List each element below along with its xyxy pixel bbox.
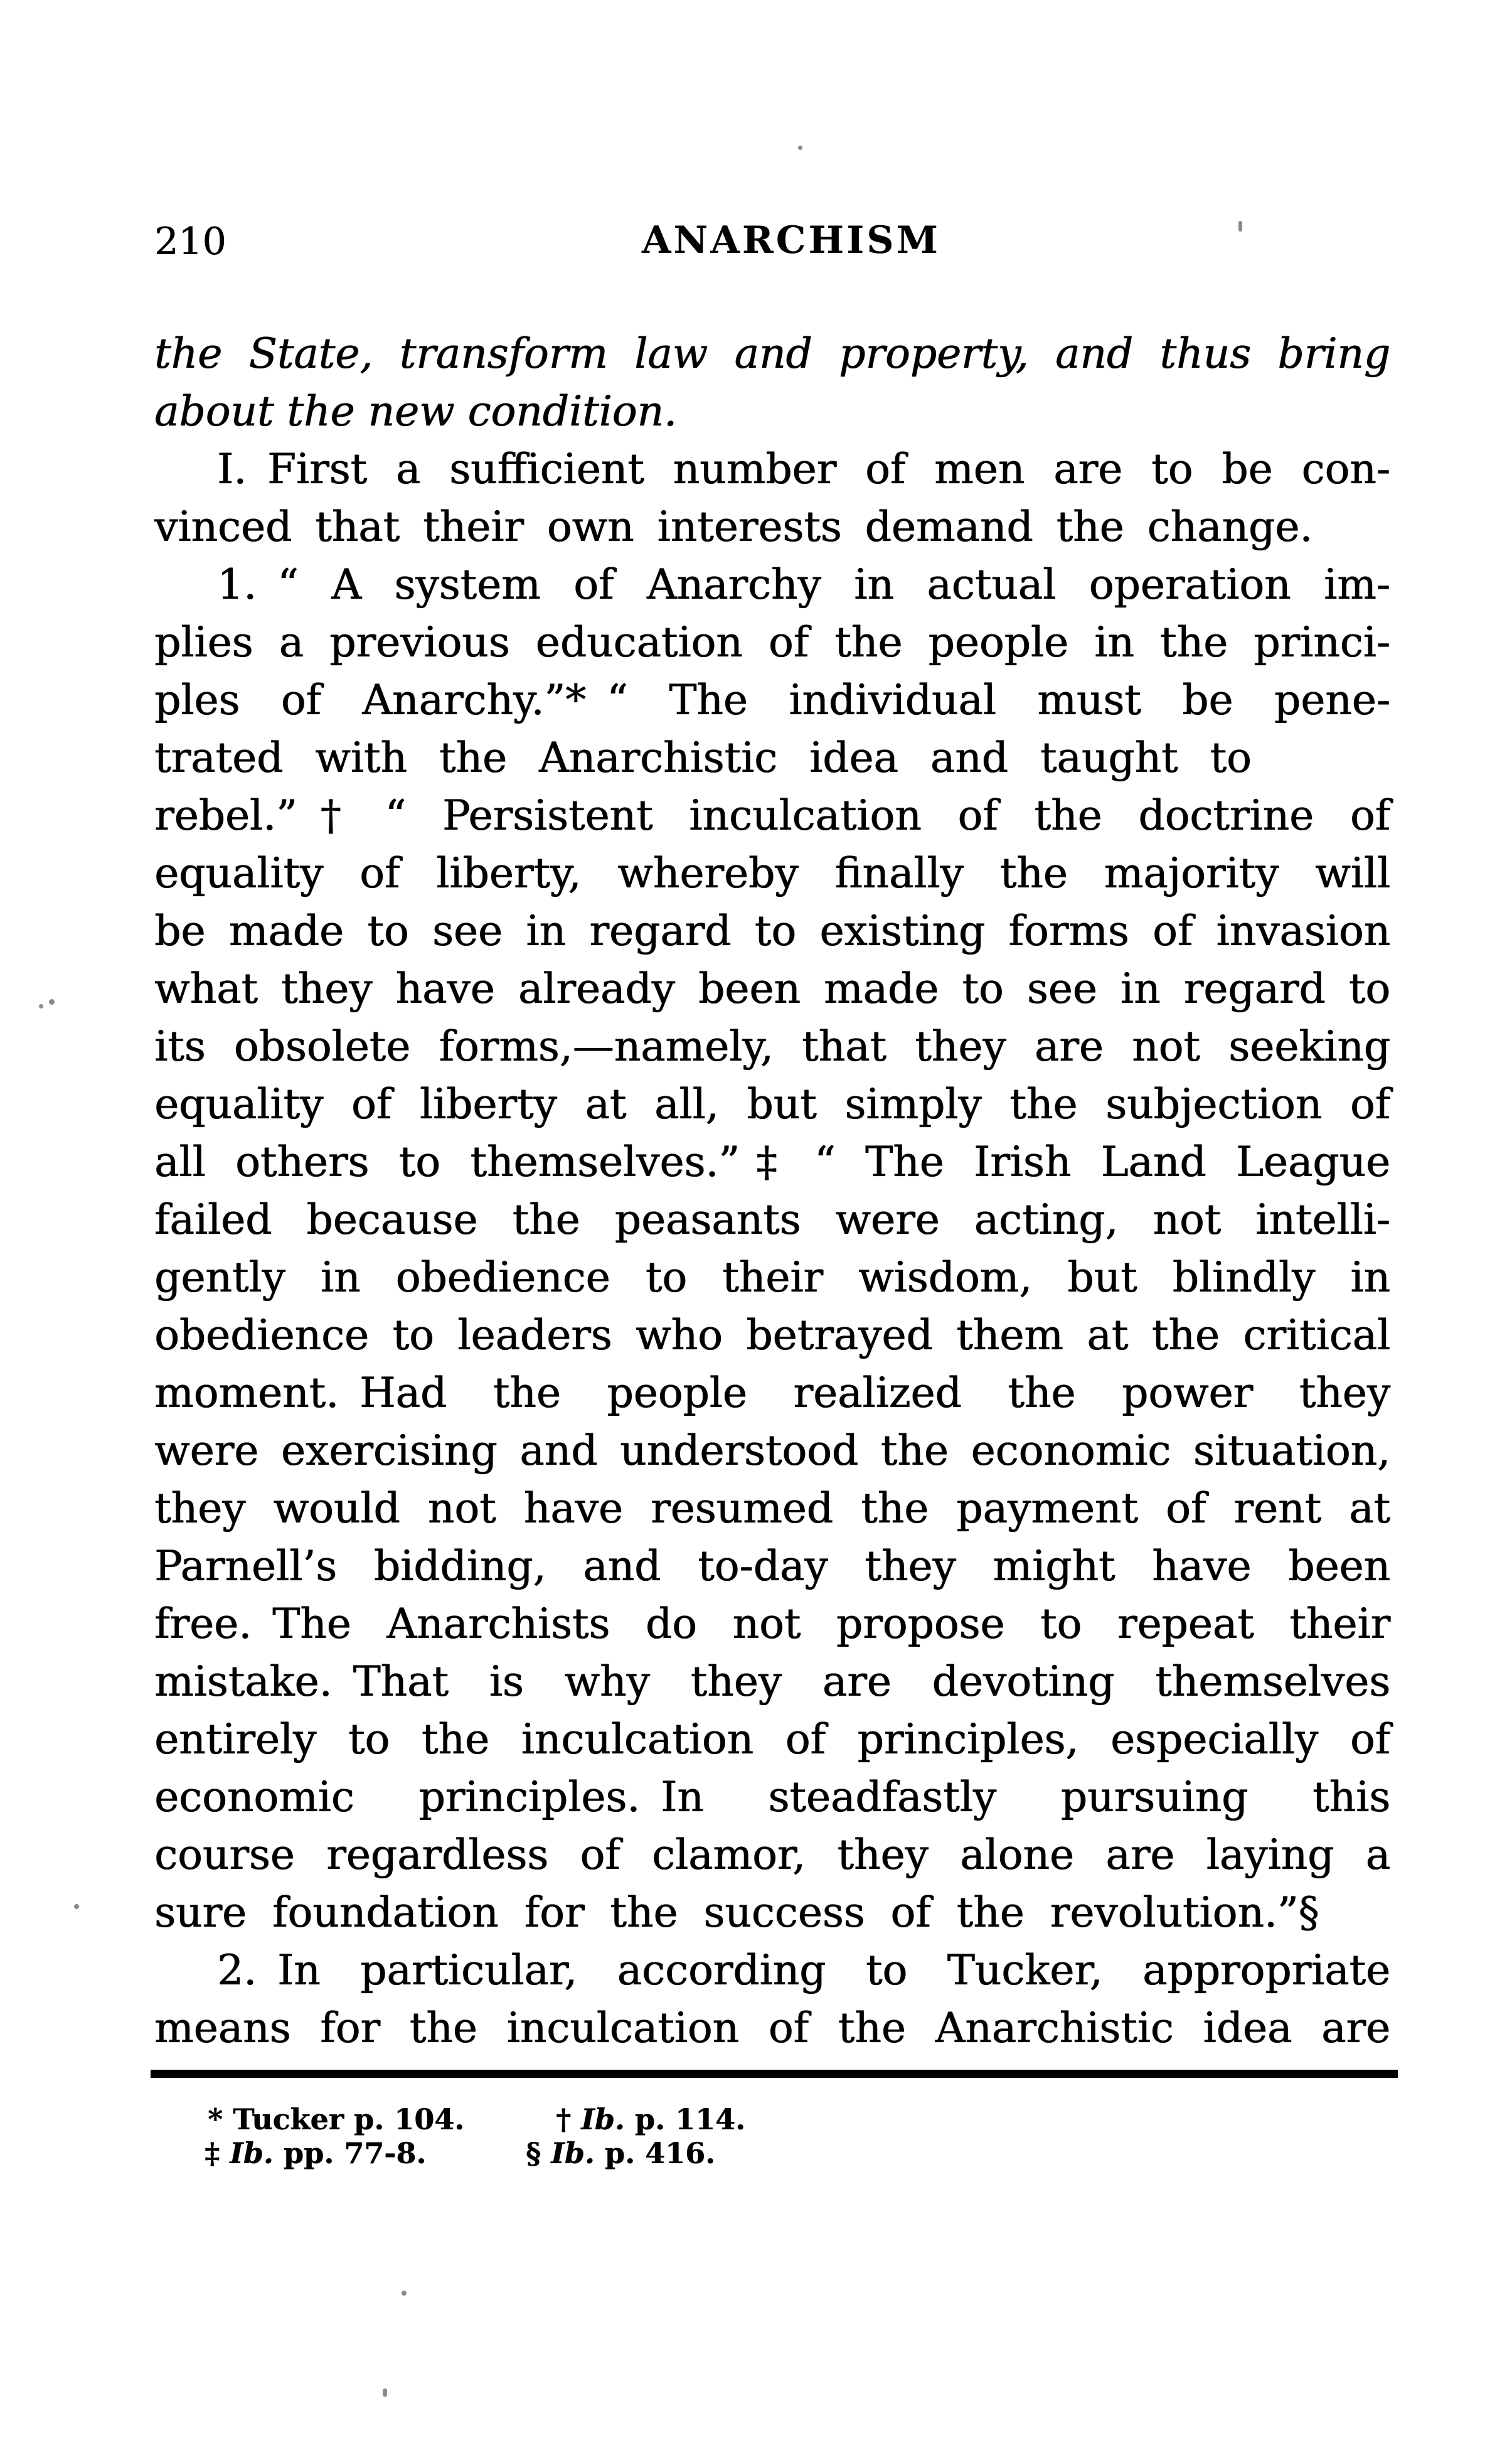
- footnote-ib-77-8: [205, 2136, 426, 2170]
- text-line: means for the inculcation of the Anarchistic idea are: [154, 2004, 1390, 2052]
- footnote-text: p. 114.: [624, 2102, 746, 2136]
- text-line: economic principles. In steadfastly pursuing this: [154, 1773, 1390, 1821]
- text-line: what they have already been made to see in regard to: [154, 965, 1390, 1013]
- text-line: failed because the peasants were acting, not intelli-: [154, 1196, 1390, 1244]
- text-line: trated with the Anarchistic idea and taught to: [154, 734, 1252, 782]
- footnote-text: pp. 77-8.: [273, 2136, 427, 2170]
- text-line: entirely to the inculcation of principles, especially of: [154, 1715, 1390, 1763]
- text-line: obedience to leaders who betrayed them at the critical: [154, 1311, 1390, 1359]
- text-line: rebel.”† “ Persistent inculcation of the doctrine of: [154, 791, 1390, 840]
- text-line: were exercising and understood the economic situation,: [154, 1426, 1390, 1475]
- text-line: Parnell’s bidding, and to-day they might have been: [154, 1542, 1390, 1590]
- text-line: equality of liberty, whereby finally the majority will: [154, 849, 1390, 897]
- text-line: be made to see in regard to existing forms of invasion: [154, 907, 1390, 955]
- footnote-ib-416: [526, 2136, 715, 2170]
- footnote-marker-asterisk: *: [208, 2102, 223, 2136]
- footnote-ref: Ib.: [230, 2136, 274, 2170]
- text-line: moment. Had the people realized the power they: [154, 1369, 1390, 1417]
- text-line: about the new condition.: [154, 387, 677, 436]
- text-line: 1. “ A system of Anarchy in actual operation im-: [217, 560, 1390, 609]
- text-line: plies a previous education of the people in the princi-: [154, 618, 1390, 666]
- text-line: sure foundation for the success of the revolution.”§: [154, 1888, 1319, 1937]
- footnote-marker-double-dagger: ‡: [205, 2136, 220, 2170]
- page-body-text: [154, 325, 1390, 2057]
- scan-speck: [49, 999, 55, 1005]
- text-line: vinced that their own interests demand the change.: [154, 503, 1313, 551]
- page-number: 210: [154, 220, 226, 264]
- footnote-ref: Ib.: [581, 2102, 625, 2136]
- scan-speck: [383, 2389, 387, 2397]
- text-line: mistake. That is why they are devoting themselves: [154, 1657, 1390, 1706]
- text-line: ples of Anarchy.”* “ The individual must be pene-: [154, 676, 1390, 724]
- footnote-ref: Ib.: [551, 2136, 595, 2170]
- footnotes: [154, 2102, 1390, 2184]
- text-line: gently in obedience to their wisdom, but blindly in: [154, 1253, 1390, 1302]
- text-line: course regardless of clamor, they alone are laying a: [154, 1831, 1390, 1879]
- scan-speck: [39, 1004, 43, 1008]
- footnote-marker-dagger: †: [556, 2102, 572, 2136]
- footnote-ib-114: [556, 2102, 745, 2136]
- footnote-text: Tucker p. 104.: [233, 2102, 465, 2136]
- scan-speck: [1238, 221, 1242, 232]
- footnote-text: p. 416.: [594, 2136, 716, 2170]
- footnote-tucker: [208, 2102, 464, 2136]
- footnote-divider-rule: [151, 2070, 1398, 2078]
- scan-speck: [798, 146, 802, 150]
- text-line: its obsolete forms,—namely, that they are not seeking: [154, 1022, 1390, 1071]
- text-line: the State, transform law and property, and thus bring: [154, 329, 1390, 378]
- text-line: free. The Anarchists do not propose to repeat their: [154, 1600, 1390, 1648]
- running-head-title: ANARCHISM: [641, 218, 941, 262]
- text-line: all others to themselves.”‡ “ The Irish Land League: [154, 1138, 1390, 1186]
- scan-speck: [402, 2291, 407, 2296]
- text-line: 2. In particular, according to Tucker, appropriate: [217, 1946, 1390, 1994]
- text-line: I. First a sufficient number of men are to be con-: [217, 445, 1390, 493]
- footnote-marker-section: §: [526, 2136, 541, 2170]
- text-line: they would not have resumed the payment of rent at: [154, 1484, 1390, 1533]
- scan-speck: [74, 1904, 79, 1909]
- text-line: equality of liberty at all, but simply the subjection of: [154, 1080, 1390, 1128]
